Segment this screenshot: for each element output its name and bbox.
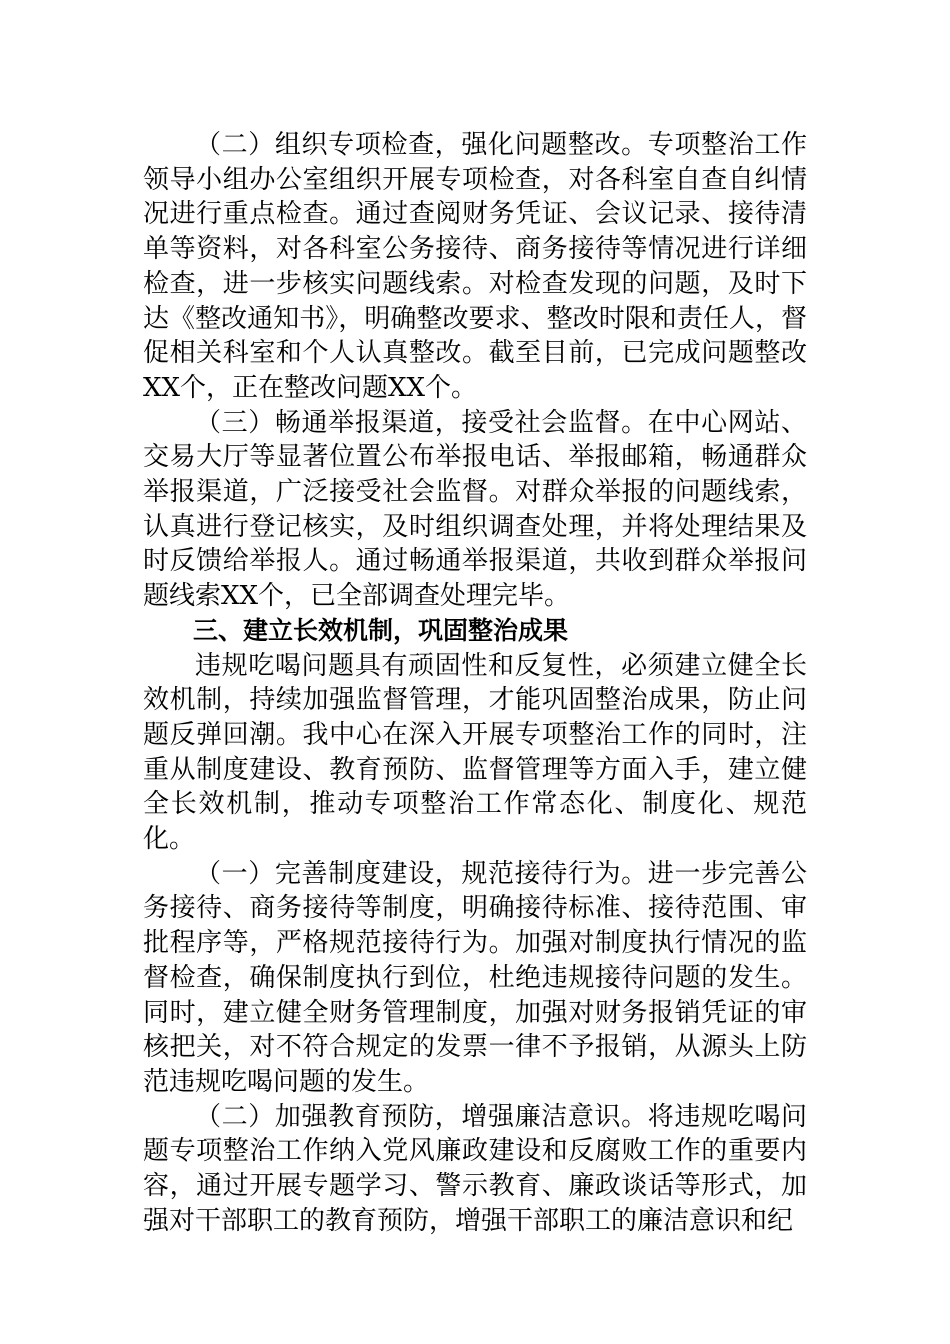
section-heading-long-term-mechanism: 三、建立长效机制，巩固整治成果 — [193, 615, 569, 645]
paragraph-education-prevention: （二）加强教育预防，增强廉洁意识。将违规吃喝问题专项整治工作纳入党风廉政建设和反腐败工作的重要内容，通过开展专题学习、警示教育、廉政谈话等形式，加强对干部职工的教育预防，增强干部职工的廉洁意识和纪 — [143, 1101, 807, 1236]
paragraph-reporting-channels: （三）畅通举报渠道，接受社会监督。在中心网站、交易大厅等显著位置公布举报电话、举报邮箱，畅通群众举报渠道，广泛接受社会监督。对群众举报的问题线索，认真进行登记核实，及时组织调查处理，并将处理结果及时反馈给举报人。通过畅通举报渠道，共收到群众举报问题线索XX个，已全部调查处理完毕。 — [143, 407, 807, 612]
paragraph-inspection: （二）组织专项检查，强化问题整改。专项整治工作领导小组办公室组织开展专项检查，对各科室自查自纠情况进行重点检查。通过查阅财务凭证、会议记录、接待清单等资料，对各科室公务接待、商务接待等情况进行详细检查，进一步核实问题线索。对检查发现的问题，及时下达《整改通知书》，明确整改要求、整改时限和责任人，督促相关科室和个人认真整改。截至目前，已完成问题整改XX个，正在整改问题XX个。 — [143, 130, 807, 403]
document-body — [143, 128, 807, 1239]
paragraph-long-term-mechanism-intro: 违规吃喝问题具有顽固性和反复性，必须建立健全长效机制，持续加强监督管理，才能巩固整治成果，防止问题反弹回潮。我中心在深入开展专项整治工作的同时，注重从制度建设、教育预防、监督管理等方面入手，建立健全长效机制，推动专项整治工作常态化、制度化、规范化。 — [143, 650, 807, 855]
paragraph-system-building: （一）完善制度建设，规范接待行为。进一步完善公务接待、商务接待等制度，明确接待标准、接待范围、审批程序等，严格规范接待行为。加强对制度执行情况的监督检查，确保制度执行到位，杜绝违规接待问题的发生。同时，建立健全财务管理制度，加强对财务报销凭证的审核把关，对不符合规定的发票一律不予报销，从源头上防范违规吃喝问题的发生。 — [143, 858, 807, 1097]
